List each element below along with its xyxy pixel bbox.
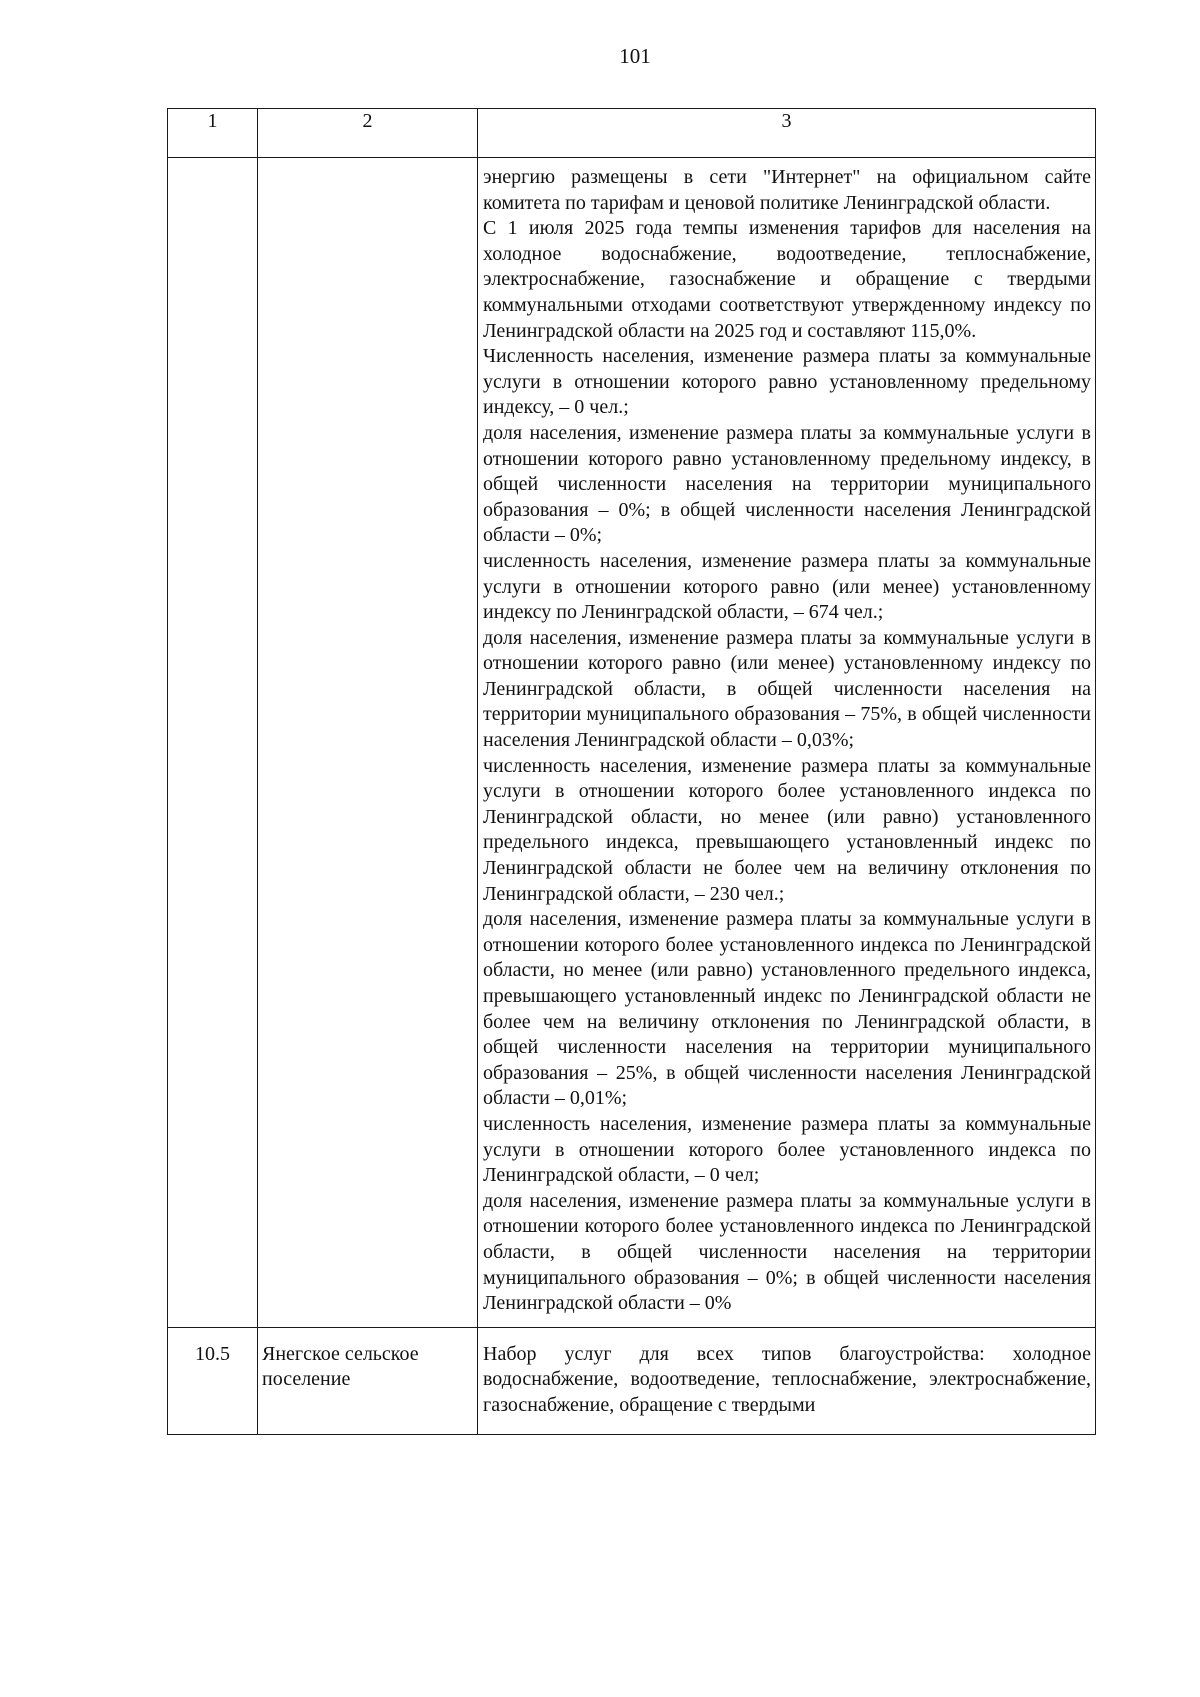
paragraph: С 1 июля 2025 года темпы изменения тарифов для населения на холодное водоснабжение, водоотведение, теплоснабжение, электроснабжение, газоснабжение и обращение с твердыми коммунальными отходами соответствуют утвержденному индексу по Ленинградской области на 2025 год и составляют 115,0%.	[483, 217, 1091, 342]
paragraph: Набор услуг для всех типов благоустройства: холодное водоснабжение, водоотведение, теплоснабжение, электроснабжение, газоснабжение, обращение с твердыми	[483, 1342, 1091, 1416]
column-header-3: 3	[478, 109, 1096, 158]
column-header-1: 1	[168, 109, 258, 158]
paragraph: доля населения, изменение размера платы за коммунальные услуги в отношении которого более установленного индекса по Ленинградской области, но менее (или равно) установленного предельного индекса, превышающего установленный индекс по Ленинградской области не более чем на величину отклонения по Ленинградской области, в общей численности населения на территории муниципального образования – 25%, в общей численности населения Ленинградской области – 0,01%;	[483, 908, 1091, 1110]
table-row	[168, 1327, 1096, 1434]
settlement-name: Янегское сельское поселение	[258, 1327, 478, 1434]
paragraph: численность населения, изменение размера платы за коммунальные услуги в отношении которого более установленного индекса по Ленинградской области, – 0 чел;	[483, 1112, 1091, 1187]
page-number: 101	[619, 44, 651, 68]
description-cell	[478, 1327, 1096, 1434]
services-table	[167, 108, 1096, 1435]
paragraph: энергию размещены в сети "Интернет" на официальном сайте комитета по тарифам и ценовой политике Ленинградской области.	[483, 166, 1091, 214]
table-header-row	[168, 109, 1096, 158]
row-number: 10.5	[168, 1327, 258, 1434]
description-cell	[478, 158, 1096, 1328]
row-number	[168, 158, 258, 1328]
settlement-name	[258, 158, 478, 1328]
paragraph: доля населения, изменение размера платы за коммунальные услуги в отношении которого равно установленному предельному индексу, в общей численности населения на территории муниципального образования – 0%; в общей численности населения Ленинградской области – 0%;	[483, 421, 1091, 547]
paragraph: доля населения, изменение размера платы за коммунальные услуги в отношении которого равно (или менее) установленному индексу по Ленинградской области, в общей численности населения на территории муниципального образования – 75%, в общей численности населения Ленинградской области – 0,03%;	[483, 626, 1091, 752]
paragraph: доля населения, изменение размера платы за коммунальные услуги в отношении которого более установленного индекса по Ленинградской области, в общей численности населения на территории муниципального образования – 0%; в общей численности населения Ленинградской области – 0%	[483, 1189, 1091, 1315]
paragraph: численность населения, изменение размера платы за коммунальные услуги в отношении которого равно (или менее) установленному индексу по Ленинградской области, – 674 чел.;	[483, 549, 1091, 624]
table-row	[168, 158, 1096, 1328]
column-header-2: 2	[258, 109, 478, 158]
paragraph: численность населения, изменение размера платы за коммунальные услуги в отношении которого более установленного индекса по Ленинградской области, но менее (или равно) установленного предельного индекса, превышающего установленный индекс по Ленинградской области не более чем на величину отклонения по Ленинградской области, – 230 чел.;	[483, 754, 1091, 905]
paragraph: Численность населения, изменение размера платы за коммунальные услуги в отношении которого равно установленному предельному индексу, – 0 чел.;	[483, 345, 1091, 419]
